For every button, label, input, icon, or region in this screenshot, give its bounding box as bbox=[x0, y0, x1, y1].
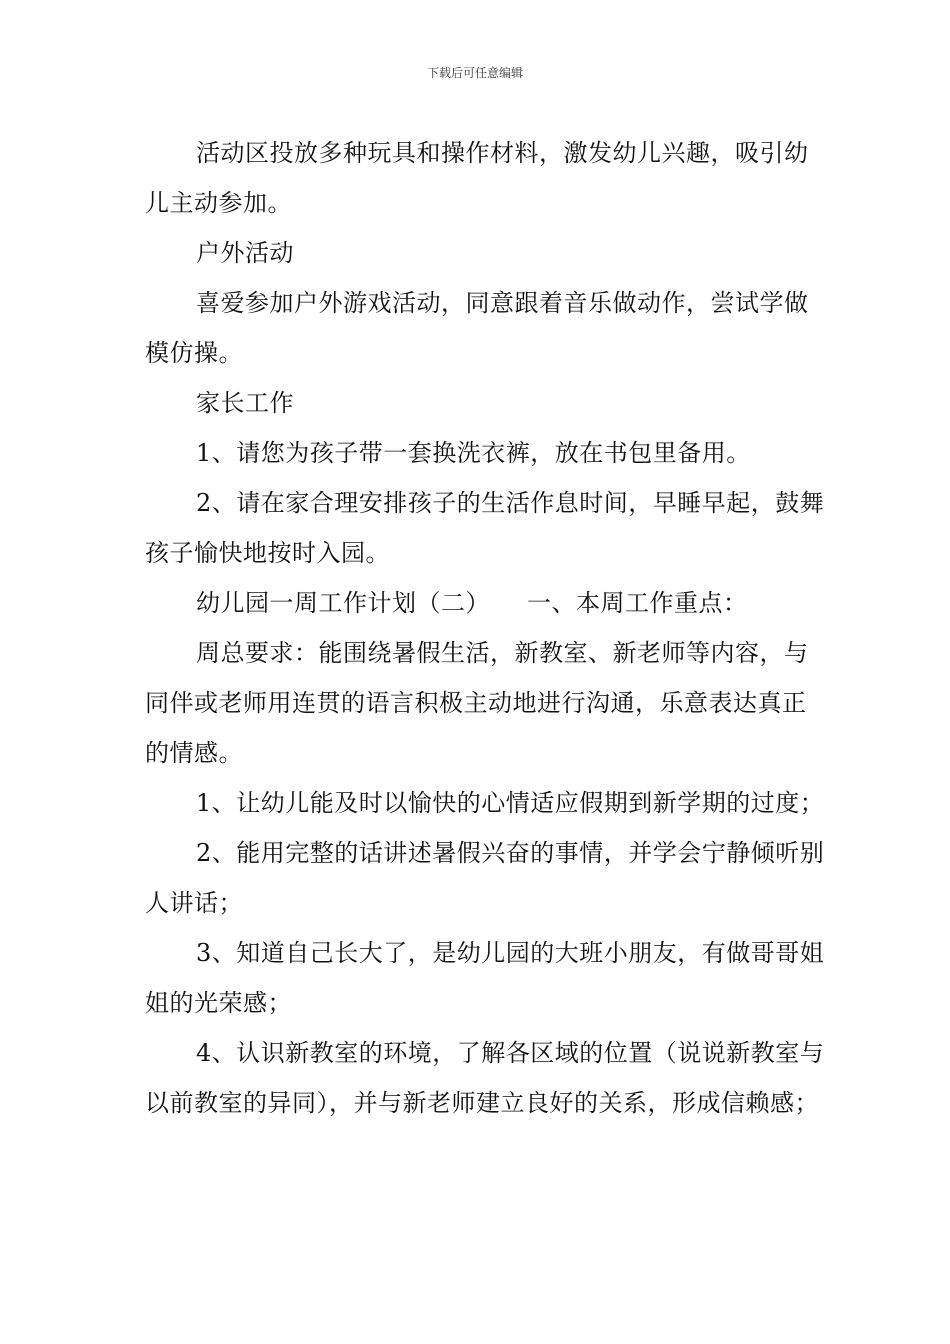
paragraph: 周总要求：能围绕暑假生活，新教室、新老师等内容，与同伴或老师用连贯的语言积极主动地进行沟通，乐意表达真正的情感。 bbox=[145, 639, 809, 767]
list-item: 3、知道自己长大了，是幼儿园的大班小朋友，有做哥哥姐姐的光荣感； bbox=[145, 939, 825, 1017]
paragraph: 喜爱参加户外游戏活动，同意跟着音乐做动作，尝试学做模仿操。 bbox=[145, 289, 809, 367]
section-heading: 户外活动 bbox=[196, 239, 294, 267]
list-item: 2、请在家合理安排孩子的生活作息时间，早睡早起，鼓舞孩子愉快地按时入园。 bbox=[145, 489, 825, 567]
section-heading: 家长工作 bbox=[196, 389, 294, 417]
list-item: 1、让幼儿能及时以愉快的心情适应假期到新学期的过度； bbox=[196, 789, 825, 817]
section-heading: 幼儿园一周工作计划（二） 一、本周工作重点： bbox=[196, 589, 748, 617]
list-item: 1、请您为孩子带一套换洗衣裤，放在书包里备用。 bbox=[196, 439, 751, 467]
page-header: 下载后可任意编辑 bbox=[426, 66, 523, 80]
document-body bbox=[145, 128, 825, 1128]
list-item: 4、认识新教室的环境，了解各区域的位置（说说新教室与以前教室的异同），并与新老师建立良好的关系，形成信赖感； bbox=[145, 1039, 825, 1117]
list-item: 2、能用完整的话讲述暑假兴奋的事情，并学会宁静倾听别人讲话； bbox=[145, 839, 825, 917]
paragraph: 活动区投放多种玩具和操作材料，激发幼儿兴趣，吸引幼儿主动参加。 bbox=[145, 139, 809, 217]
